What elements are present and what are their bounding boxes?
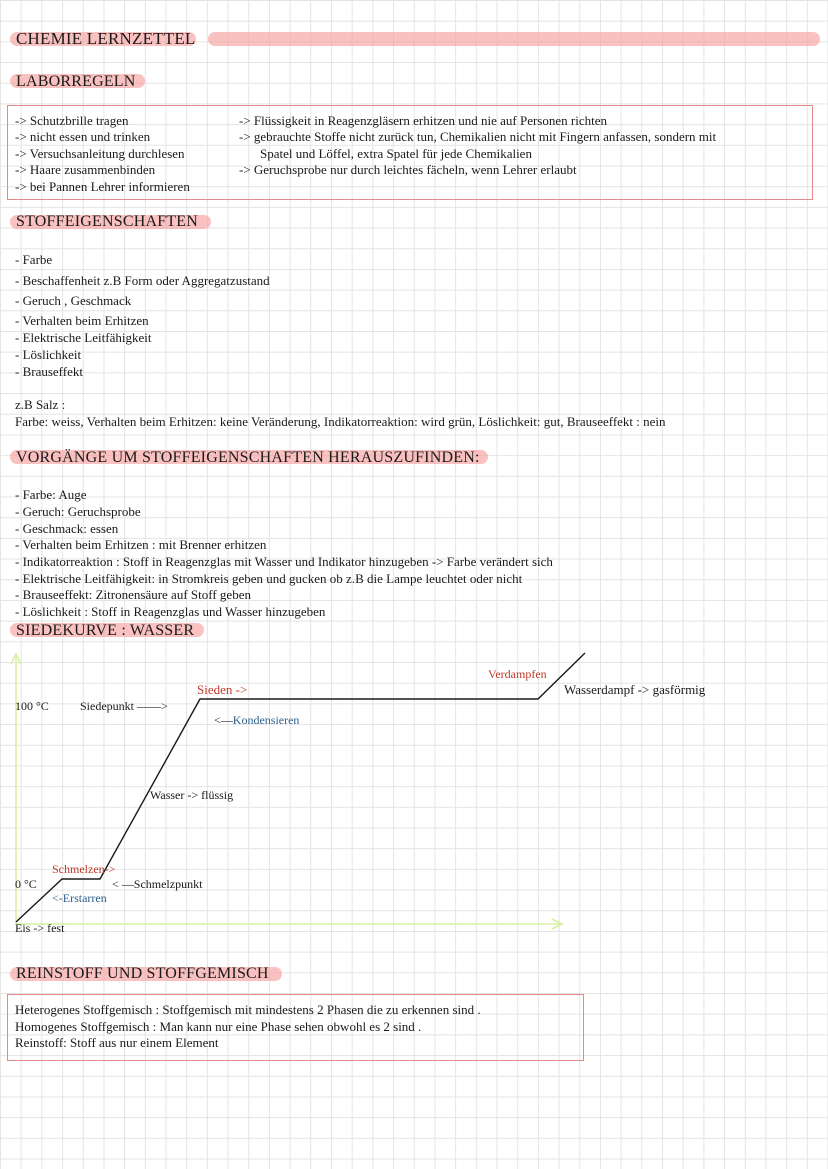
rule-item: -> Geruchsprobe nur durch leichtes fächeln, wenn Lehrer erlaubt [239, 162, 577, 177]
label-schmelzen: Schmelzen-> [52, 862, 116, 876]
rule-item: -> Schutzbrille tragen [15, 113, 129, 128]
vorgaenge-heading: VORGÄNGE UM STOFFEIGENSCHAFTEN HERAUSZUFINDEN: [16, 449, 480, 466]
example-text: Farbe: weiss, Verhalten beim Erhitzen: keine Veränderung, Indikatorreaktion: wird grün, Löslichkeit: gut, Brauseeffekt : nein [15, 414, 666, 429]
procedure-item: - Verhalten beim Erhitzen : mit Brenner erhitzen [15, 537, 267, 552]
property-item: - Verhalten beim Erhitzen [15, 313, 149, 328]
rule-item: -> Versuchsanleitung durchlesen [15, 146, 185, 161]
property-item: - Geruch , Geschmack [15, 293, 132, 308]
property-item: - Beschaffenheit z.B Form oder Aggregatzustand [15, 273, 270, 288]
page-title: CHEMIE LERNZETTEL [16, 29, 196, 48]
property-item: - Brauseffekt [15, 364, 83, 379]
procedure-item: - Löslichkeit : Stoff in Reagenzglas und Wasser hinzugeben [15, 604, 326, 619]
rule-item: -> nicht essen und trinken [15, 129, 151, 144]
rule-item: -> gebrauchte Stoffe nicht zurück tun, Chemikalien nicht mit Fingern anfassen, sondern mit [239, 129, 717, 144]
rule-item: -> Haare zusammenbinden [15, 162, 156, 177]
label-schmelzpunkt: < —Schmelzpunkt [112, 877, 203, 891]
label-sieden: Sieden -> [197, 682, 248, 697]
label-wasserdampf: Wasserdampf -> gasförmig [564, 682, 706, 697]
x-axis-arrowhead [552, 919, 562, 929]
label-eis: Eis -> fest [15, 921, 65, 935]
stoffeigenschaften-heading: STOFFEIGENSCHAFTEN [16, 213, 198, 230]
kondensieren-text: Kondensieren [232, 713, 300, 727]
label-siedepunkt: Siedepunkt ——> [80, 699, 168, 713]
procedure-item: - Farbe: Auge [15, 487, 87, 502]
y-axis-arrowhead [11, 654, 21, 664]
laborregeln-heading: LABORREGELN [16, 73, 136, 90]
label-verdampfen: Verdampfen [488, 667, 547, 681]
rule-item: -> Flüssigkeit in Reagenzgläsern erhitzen und nie auf Personen richten [239, 113, 607, 128]
heating-curve-line [16, 653, 585, 922]
title-highlight-bar [208, 32, 820, 46]
definition-line: Homogenes Stoffgemisch : Man kann nur eine Phase sehen obwohl es 2 sind . [15, 1019, 422, 1034]
procedure-item: - Elektrische Leitfähigkeit: in Stromkreis geben und gucken ob z.B die Lampe leuchtet oder nicht [15, 571, 523, 586]
rule-item: -> bei Pannen Lehrer informieren [15, 179, 190, 194]
procedure-item: - Geruch: Geruchsprobe [15, 504, 141, 519]
label-erstarren: <-Erstarren [52, 891, 107, 905]
property-item: - Elektrische Leitfähigkeit [15, 330, 152, 345]
kondensieren-arrow: <— [214, 713, 233, 727]
definition-line: Reinstoff: Stoff aus nur einem Element [15, 1035, 219, 1050]
rule-item-continued: Spatel und Löffel, extra Spatel für jede Chemikalien [260, 146, 532, 161]
definition-line: Heterogenes Stoffgemisch : Stoffgemisch mit mindestens 2 Phasen die zu erkennen sind . [15, 1002, 481, 1017]
label-kondensieren [214, 712, 299, 729]
reinstoff-heading: REINSTOFF UND STOFFGEMISCH [16, 965, 269, 982]
label-100c: 100 °C [15, 699, 49, 713]
example-label: z.B Salz : [15, 397, 66, 412]
label-0c: 0 °C [15, 877, 37, 891]
property-item: - Farbe [15, 252, 53, 267]
procedure-item: - Geschmack: essen [15, 521, 119, 536]
siedekurve-heading: SIEDEKURVE : WASSER [16, 622, 195, 639]
procedure-item: - Brauseeffekt: Zitronensäure auf Stoff geben [15, 587, 251, 602]
label-wasser: Wasser -> flüssig [150, 788, 234, 802]
procedure-item: - Indikatorreaktion : Stoff in Reagenzglas mit Wasser und Indikator hinzugeben -> Farbe verändert sich [15, 554, 553, 569]
property-item: - Löslichkeit [15, 347, 82, 362]
